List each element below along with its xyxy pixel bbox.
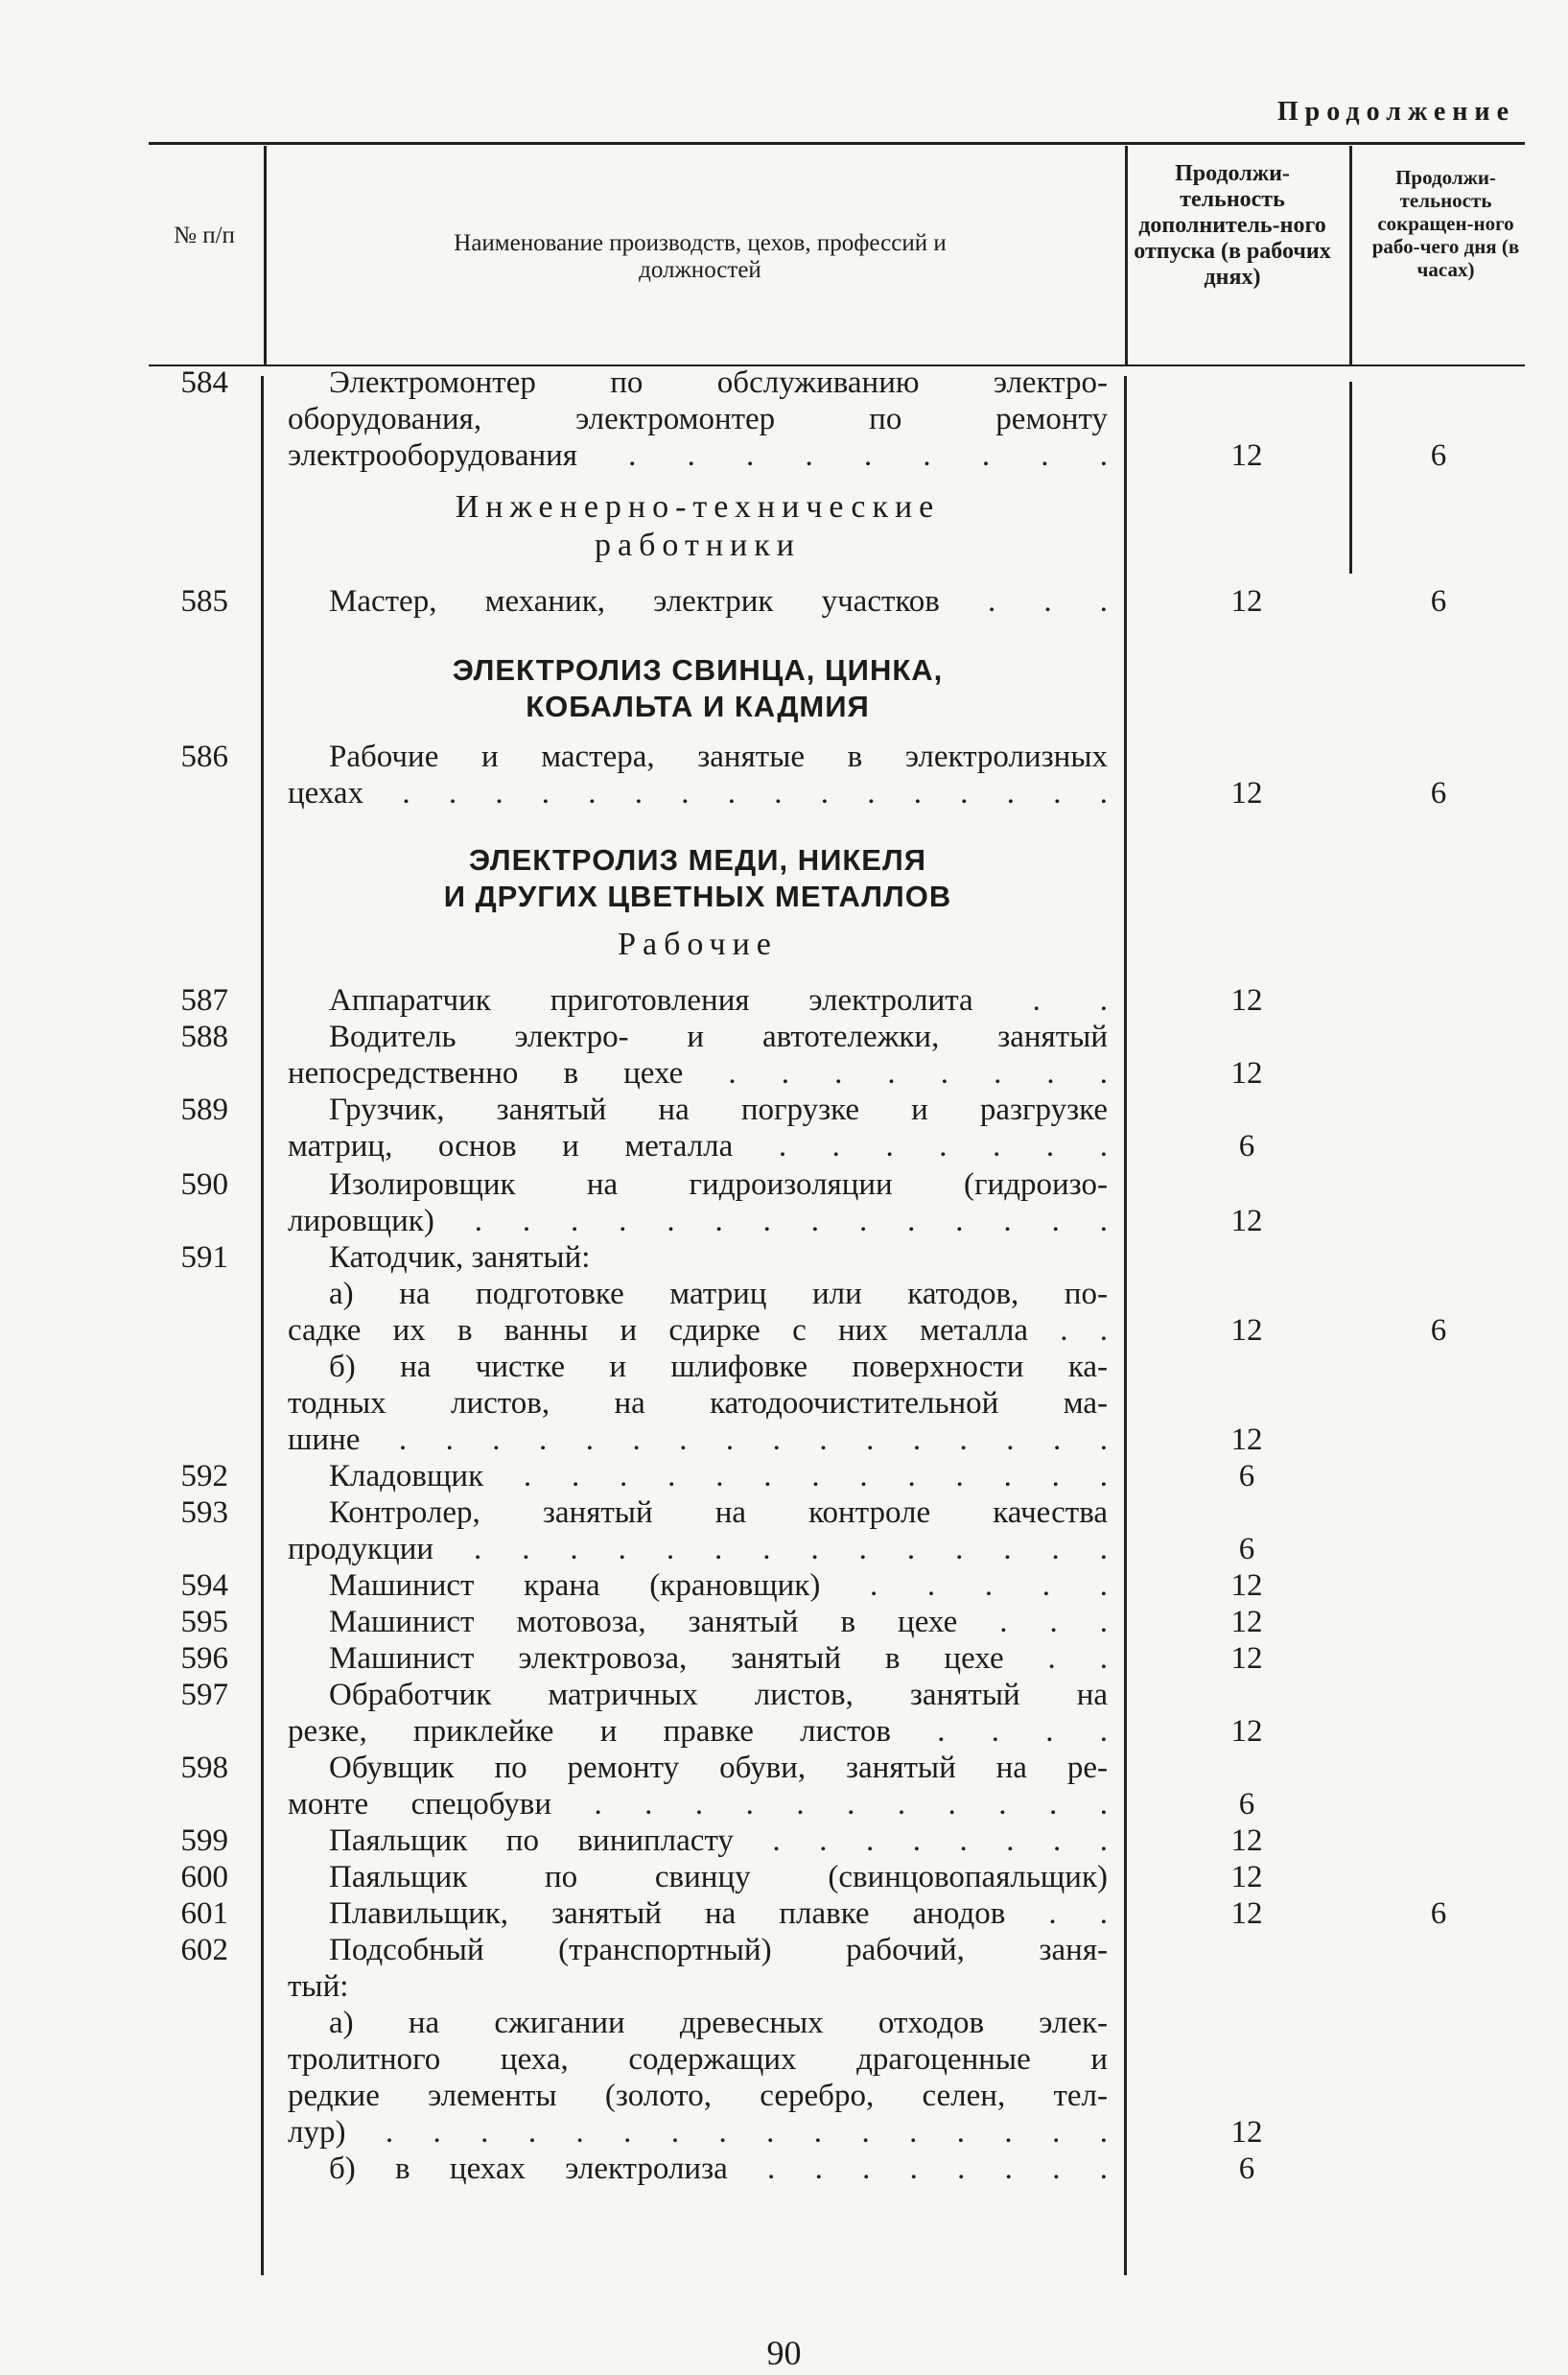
section-heading: Инженерно-технические [455,489,941,525]
leave-days-value: 12 [1230,1605,1263,1639]
row-number: 591 [180,1240,228,1275]
row-text: монте спецобуви . . . . . . . . . . . [288,1787,1108,1822]
column-divider-2 [1125,146,1128,364]
leave-days-value: 12 [1230,1204,1263,1238]
column-divider-3-body [1349,382,1352,574]
row-text: Машинист электровоза, занятый в цехе . . [329,1641,1108,1676]
leave-days-value: 6 [1238,1459,1255,1493]
row-number: 588 [180,1020,228,1054]
row-text: лур) . . . . . . . . . . . . . . . . [288,2115,1108,2150]
row-number: 587 [180,983,228,1018]
row-text: редкие элементы (золото, серебро, селен, тел- [288,2079,1108,2113]
row-text: лировщик) . . . . . . . . . . . . . . [288,1204,1108,1238]
header-top-rule [149,142,1525,145]
row-text: тый: [288,1969,349,2004]
leave-days-value: 12 [1230,1823,1263,1858]
row-number: 597 [180,1678,228,1712]
row-text: тодных листов, на катодоочистительной ма- [288,1386,1108,1421]
leave-days-value: 12 [1230,1423,1263,1457]
row-text: Электромонтер по обслуживанию электро- [329,365,1108,400]
row-number: 599 [180,1823,228,1858]
column-divider-1-body [261,376,264,2275]
section-heading: КОБАЛЬТА И КАДМИЯ [526,690,870,723]
row-text: Контролер, занятый на контроле качества [329,1495,1108,1530]
row-text: Мастер, механик, электрик участков . . . [329,584,1108,619]
section-heading: работники [595,528,801,563]
row-text: Плавильщик, занятый на плавке анодов . . [329,1896,1108,1931]
row-number: 592 [180,1459,228,1493]
leave-days-value: 12 [1230,1568,1263,1603]
section-heading: Рабочие [618,927,778,962]
row-text: цехах . . . . . . . . . . . . . . . . [288,776,1108,811]
row-text: шине . . . . . . . . . . . . . . . . [288,1423,1108,1457]
row-text: а) на сжигании древесных отходов элек- [329,2006,1108,2040]
section-heading: ЭЛЕКТРОЛИЗ МЕДИ, НИКЕЛЯ [469,843,926,877]
page-number: 90 [766,2334,802,2372]
column-divider-2-body [1124,376,1127,2275]
row-number: 585 [180,584,228,619]
row-text: б) на чистке и шлифовке поверхности ка- [329,1350,1108,1384]
row-text: Катодчик, занятый: [329,1240,591,1275]
row-text: Машинист мотовоза, занятый в цехе . . . [329,1605,1108,1639]
leave-days-value: 6 [1238,2152,1255,2186]
row-number: 596 [180,1641,228,1676]
leave-days-value: 6 [1238,1787,1255,1822]
row-text: Обработчик матричных листов, занятый на [329,1678,1108,1712]
leave-days-value: 12 [1230,438,1263,473]
section-heading: И ДРУГИХ ЦВЕТНЫХ МЕТАЛЛОВ [443,880,952,913]
short-day-hours-value: 6 [1430,1896,1447,1931]
header-leave-duration: Продолжи-тельность дополнитель-ного отпуска (в рабочих днях) [1134,161,1331,290]
row-text: садке их в ванны и сдирке с них металла . . [288,1313,1108,1348]
column-divider-1 [264,146,267,364]
row-text: Изолировщик на гидроизоляции (гидроизо- [329,1167,1108,1202]
continued-label: Продолжение [1276,97,1515,127]
row-number: 598 [180,1751,228,1785]
row-number: 589 [180,1093,228,1127]
leave-days-value: 12 [1230,2115,1263,2150]
row-number: 600 [180,1860,228,1894]
section-heading: ЭЛЕКТРОЛИЗ СВИНЦА, ЦИНКА, [452,653,944,687]
row-number: 594 [180,1568,228,1603]
leave-days-value: 12 [1230,584,1263,619]
row-text: б) в цехах электролиза . . . . . . . . [329,2152,1108,2186]
row-text: тролитного цеха, содержащих драгоценные и [288,2042,1108,2077]
row-text: электрооборудования . . . . . . . . . [288,438,1108,473]
row-text: Кладовщик . . . . . . . . . . . . . [329,1459,1108,1493]
leave-days-value: 12 [1230,1714,1263,1749]
row-text: Грузчик, занятый на погрузке и разгрузке [329,1093,1108,1127]
row-text: резке, приклейке и правке листов . . . . [288,1714,1108,1749]
leave-days-value: 12 [1230,1641,1263,1676]
leave-days-value: 6 [1238,1532,1255,1566]
row-text: Обувщик по ремонту обуви, занятый на ре- [329,1751,1108,1785]
short-day-hours-value: 6 [1430,438,1447,473]
row-number: 601 [180,1896,228,1931]
row-text: Водитель электро- и автотележки, занятый [329,1020,1108,1054]
row-text: оборудования, электромонтер по ремонту [288,402,1108,436]
row-number: 586 [180,740,228,774]
row-text: матриц, основ и металла . . . . . . . [288,1129,1108,1164]
short-day-hours-value: 6 [1430,1313,1447,1348]
header-name: Наименование производств, цехов, профессий и должностей [454,230,947,283]
leave-days-value: 12 [1230,776,1263,811]
leave-days-value: 12 [1230,1313,1263,1348]
row-number: 584 [180,365,228,400]
header-short-day: Продолжи-тельность сокращен-ного рабо-чего дня (в часах) [1371,166,1520,281]
short-day-hours-value: 6 [1430,584,1447,619]
row-text: а) на подготовке матриц или катодов, по- [329,1277,1108,1311]
row-number: 590 [180,1167,228,1202]
short-day-hours-value: 6 [1430,776,1447,811]
row-number: 602 [180,1933,228,1967]
leave-days-value: 12 [1230,1896,1263,1931]
row-text: Аппаратчик приготовления электролита . . [329,983,1108,1018]
header-number: № п/п [174,223,235,248]
row-text: продукции . . . . . . . . . . . . . . [288,1532,1108,1566]
row-text: Машинист крана (крановщик) . . . . . [329,1568,1108,1603]
row-text: Рабочие и мастера, занятые в электролизных [329,740,1108,774]
leave-days-value: 12 [1230,1860,1263,1894]
leave-days-value: 12 [1230,983,1263,1018]
leave-days-value: 6 [1238,1129,1255,1164]
row-text: Паяльщик по свинцу (свинцовопаяльщик) [329,1860,1108,1894]
row-text: Подсобный (транспортный) рабочий, заня- [329,1933,1108,1967]
row-number: 593 [180,1495,228,1530]
row-text: Паяльщик по винипласту . . . . . . . . [329,1823,1108,1858]
row-number: 595 [180,1605,228,1639]
leave-days-value: 12 [1230,1056,1263,1091]
row-text: непосредственно в цехе . . . . . . . . [288,1056,1108,1091]
